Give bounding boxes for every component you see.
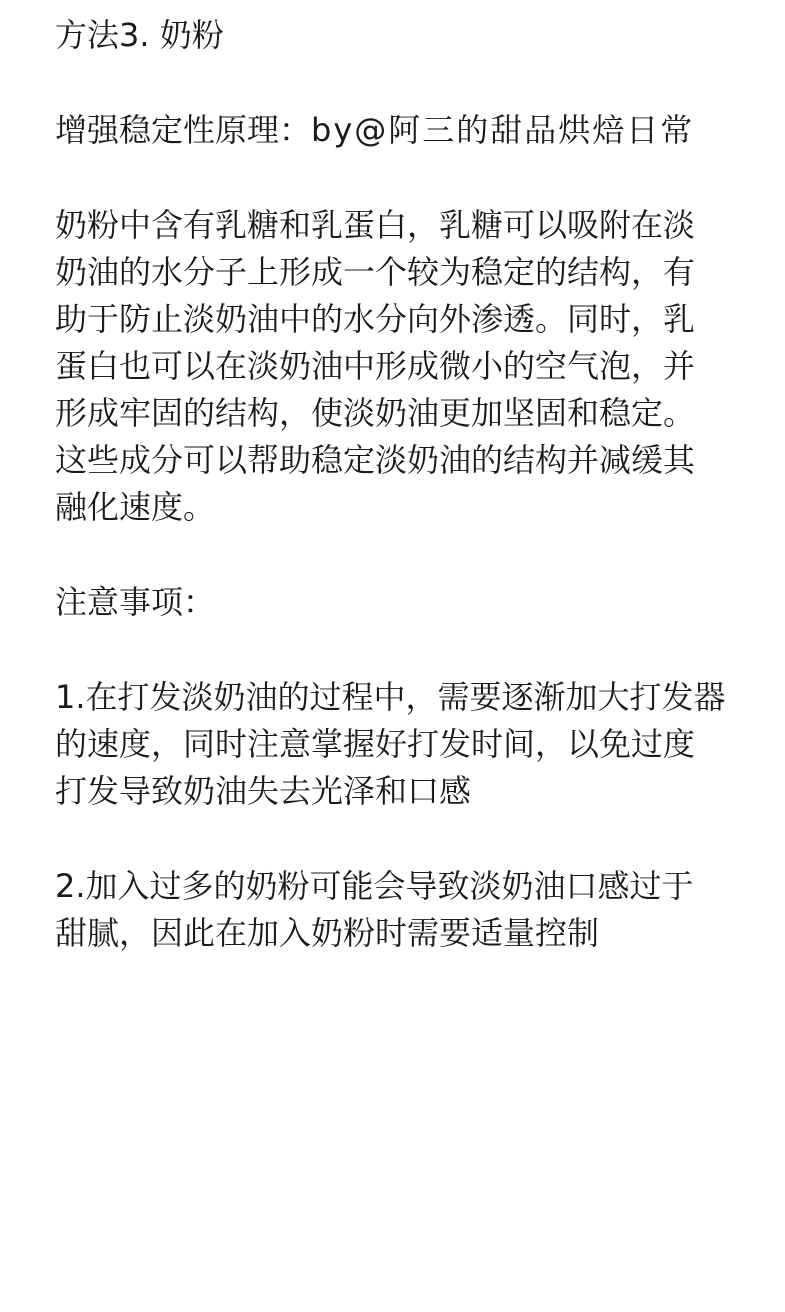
note-line: 打发导致奶油失去光泽和口感 [55, 772, 472, 810]
article-content [55, 12, 775, 957]
note-line: 的速度，同时注意掌握好打发时间，以免过度 [55, 725, 696, 763]
method-title [55, 12, 775, 59]
notes-heading [55, 579, 775, 626]
notes-heading-text: 注意事项： [55, 583, 216, 621]
note-line: 2.加入过多的奶粉可能会导致淡奶油口感过于 [55, 867, 694, 905]
author-handle: by@阿三的甜品烘焙日常 [311, 111, 695, 149]
credit-line [55, 107, 775, 154]
spacer [55, 626, 775, 674]
principle-paragraph [55, 202, 775, 531]
note-item-1 [55, 674, 775, 815]
spacer [55, 815, 775, 863]
paragraph-line: 形成牢固的结构，使淡奶油更加坚固和稳定。 [55, 394, 696, 432]
paragraph-line: 助于防止淡奶油中的水分向外渗透。同时，乳 [55, 300, 696, 338]
credit-label: 增强稳定性原理： [55, 111, 312, 149]
method-title-text: 方法3. 奶粉 [55, 16, 224, 54]
paragraph-line: 融化速度。 [55, 488, 216, 526]
paragraph-line: 奶油的水分子上形成一个较为稳定的结构，有 [55, 253, 696, 291]
paragraph-line: 奶粉中含有乳糖和乳蛋白，乳糖可以吸附在淡 [55, 206, 696, 244]
credit-line-text [55, 107, 775, 154]
note-item-2 [55, 863, 775, 957]
spacer [55, 531, 775, 579]
note-line: 1.在打发淡奶油的过程中，需要逐渐加大打发器 [55, 678, 726, 716]
paragraph-line: 这些成分可以帮助稳定淡奶油的结构并减缓其 [55, 441, 696, 479]
note-line: 甜腻，因此在加入奶粉时需要适量控制 [55, 914, 600, 952]
paragraph-line: 蛋白也可以在淡奶油中形成微小的空气泡，并 [55, 347, 696, 385]
spacer [55, 154, 775, 202]
spacer [55, 59, 775, 107]
